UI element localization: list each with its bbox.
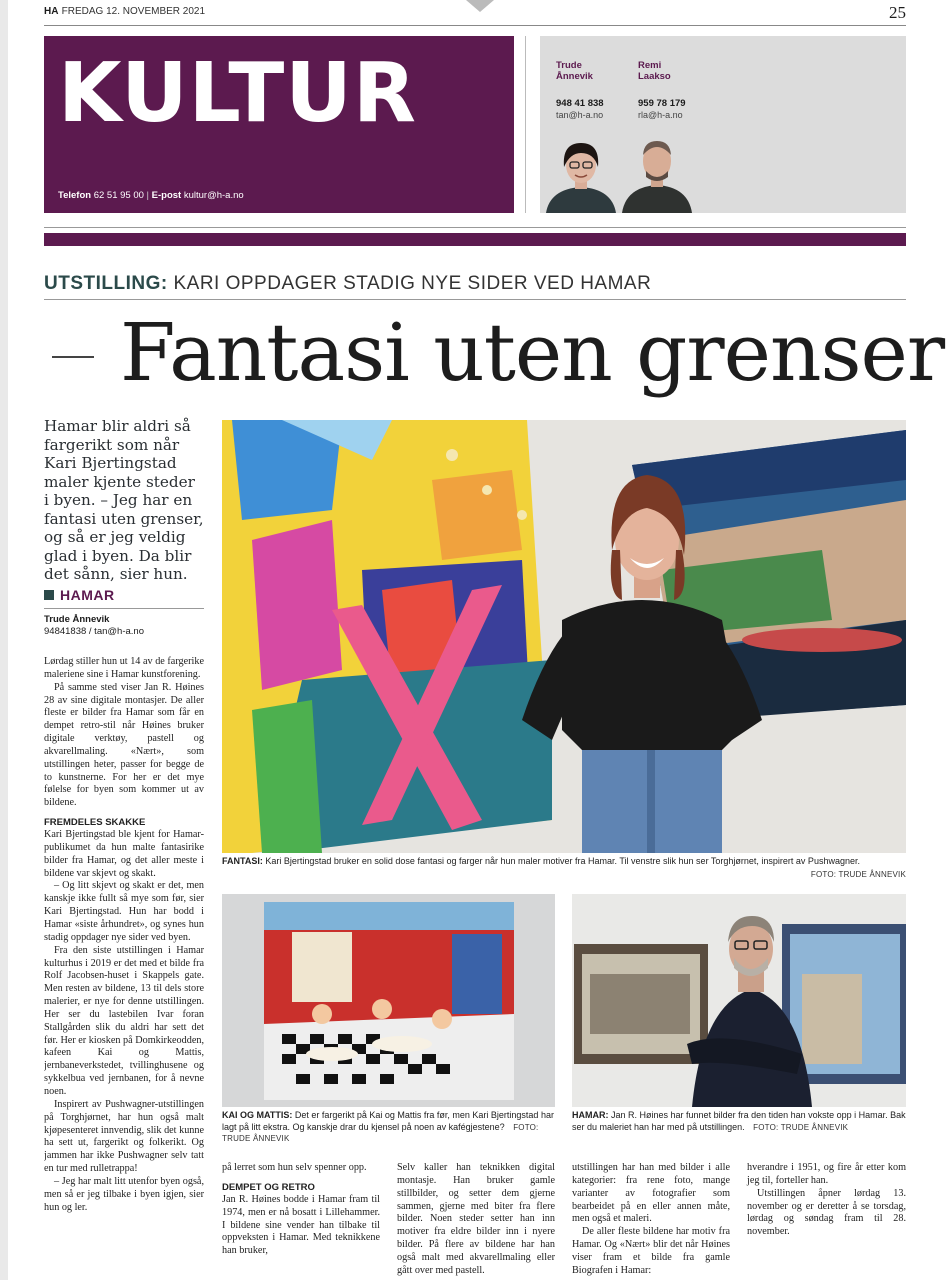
caption-label: HAMAR: bbox=[572, 1110, 609, 1120]
page-edge bbox=[0, 0, 8, 1280]
caption-text: Det er fargerikt på Kai og Mattis fra før, men Kari Bjertingstad har lagt på litt ekstra. Og kanskje drar du kjensel på noen av kafégjestene? bbox=[222, 1110, 554, 1132]
photo-caption bbox=[572, 1110, 906, 1133]
artist-with-prints-image bbox=[572, 894, 906, 1107]
subheading: DEMPET OG RETRO bbox=[222, 1181, 315, 1193]
editor-portrait bbox=[546, 131, 616, 213]
article-column bbox=[222, 1162, 380, 1258]
photo-caption bbox=[222, 856, 906, 868]
main-photo bbox=[222, 420, 906, 853]
phone-label: Telefon bbox=[58, 190, 92, 201]
page-number: 25 bbox=[889, 3, 906, 22]
publication-name: HA bbox=[44, 6, 59, 17]
kicker-text: KARI OPPDAGER STADIG NYE SIDER VED HAMAR bbox=[173, 273, 652, 294]
caption-label: FANTASI: bbox=[222, 856, 263, 866]
hoines-photo bbox=[572, 894, 906, 1107]
photo-credit: FOTO: TRUDE ÅNNEVIK bbox=[222, 1122, 539, 1144]
painting-artist-image bbox=[222, 420, 906, 853]
kicker-label: UTSTILLING: bbox=[44, 273, 168, 294]
article-ingress: Hamar blir aldri så fargerikt som når Kari Bjertingstad maler kjente steder i byen. – Jeg har en fantasi uten grenser, og så er jeg veldig glad i byen. Da blir det sånn, sier hun. bbox=[44, 417, 204, 584]
phone-number: 62 51 95 00 bbox=[93, 190, 144, 201]
editor-last-name: Ånnevik bbox=[556, 70, 593, 82]
paragraph: utstillingen har han med bilder i alle kategorier: fra rene foto, mange varianter av fotografier som bearbeidet på en eller annen måte, men også et maleri. bbox=[572, 1162, 730, 1225]
email-address: kultur@h-a.no bbox=[183, 190, 244, 201]
caption-label: KAI OG MATTIS: bbox=[222, 1110, 293, 1120]
paragraph: – Og litt skjevt og skakt er det, men kanskje ikke fullt så mye som før, sier Kari Bjertingstad. Hun har bodd i Hamar «siste århundret», og synes hun stadig oppdager nye sider ved byen. bbox=[44, 880, 204, 943]
byline-contact: 94841838 / tan@h-a.no bbox=[44, 625, 144, 637]
section-contact: Telefon 62 51 95 00 | E-post kultur@h-a.no bbox=[58, 190, 244, 201]
editor-email: rla@h-a.no bbox=[638, 109, 683, 120]
paragraph: Utstillingen åpner lørdag 13. november og er deretter å se torsdag, lørdag og søndag fram til 28. november. bbox=[747, 1187, 906, 1238]
editors-panel bbox=[540, 36, 906, 213]
photo-credit: FOTO: TRUDE ÅNNEVIK bbox=[810, 870, 906, 879]
caption-text: Jan R. Høines har funnet bilder fra den tiden han vokste opp i Hamar. Bak ser du maleriet han har med på utstillingen. bbox=[572, 1110, 906, 1132]
editor-phone: 948 41 838 bbox=[556, 97, 604, 109]
headline: Fantasi uten grenser bbox=[120, 306, 945, 399]
section-bar bbox=[44, 233, 906, 246]
article-column bbox=[747, 1162, 906, 1239]
editor-first-name: Remi bbox=[638, 60, 662, 71]
photo-credit: FOTO: TRUDE ÅNNEVIK bbox=[753, 1122, 849, 1132]
paragraph: Fra den siste utstillingen i Hamar kulturhus i 2019 er det med et bilde fra Rolf Jacobsen-huset i Skappels gate. Men resten av bildene, 13 til dels store malerier, er nye for denne utstillingen. Her ser du lastebilen Ivar foran Stallgården slik du aldri har sett det før. Her er kiosken på Domkirkeodden, kafeen Kai og Mattis, jernbaneverkstedet, tvillinghusene og sykkelbua ved jernbanen, for å nevne noen. bbox=[44, 944, 204, 1097]
editor-first-name: Trude bbox=[556, 60, 582, 71]
paragraph: Lørdag stiller hun ut 14 av de fargerike maleriene sine i Hamar kunstforening. bbox=[44, 656, 204, 680]
headline-dash bbox=[52, 356, 94, 358]
editor-phone: 959 78 179 bbox=[638, 97, 686, 109]
paragraph: Kari Bjertingstad ble kjent for Hamar-publikumet da hun malte fantasirike bilder fra Hamar, og det aller meste i bildene var skjevt og skakt. bbox=[44, 829, 204, 879]
editor-portrait bbox=[622, 131, 692, 213]
editor-card bbox=[638, 61, 686, 120]
paragraph: Inspirert av Pushwagner-utstillingen på Torghjørnet, har hun også malt kjøpesenteret innvendig, slik det kunne ha sett ut, fargerikt og folkerikt. Og jammen har ikke Pushwagner selv tatt en tur med rulletrappa! bbox=[44, 1098, 204, 1175]
editor-card bbox=[556, 61, 604, 120]
article-kicker bbox=[44, 273, 651, 295]
email-label: E-post bbox=[151, 190, 182, 201]
paragraph: Jan R. Høines bodde i Hamar fram til 1974, men er nå bosatt i Lillehammer. I bildene sine vender han tilbake til oppveksten i Hamar. Med teknikkene han bruker, bbox=[222, 1193, 380, 1257]
subheading: FREMDELES SKAKKE bbox=[44, 817, 146, 829]
banner-divider bbox=[525, 36, 526, 213]
square-icon bbox=[44, 590, 54, 600]
divider bbox=[44, 227, 906, 228]
section-title: KULTUR bbox=[58, 46, 418, 141]
byline bbox=[44, 614, 144, 638]
article-column bbox=[44, 656, 204, 1280]
paragraph: på lerret som hun selv spenner opp. bbox=[222, 1162, 367, 1173]
paragraph: Selv kaller han teknikken digital montasje. Han bruker gamle stillbilder, og setter dem gjerne sammen, gjerne med biter fra flere bilder. Noen steder setter han inn motiver fra eldre bilder inn i nyere bilder. På flere av bildene har han også malt med akvarellmaling eller gått over med pastell. bbox=[397, 1162, 555, 1276]
article-column bbox=[397, 1162, 555, 1278]
editor-email: tan@h-a.no bbox=[556, 109, 604, 120]
paragraph: – Jeg har malt litt utenfor byen også, men så er jeg tilbake i byen igjen, sier hun og ler. bbox=[44, 1175, 204, 1213]
editor-last-name: Laakso bbox=[638, 70, 671, 82]
paragraph: På samme sted viser Jan R. Høines 28 av sine digitale montasjer. De aller fleste er bilder fra Hamar som får en dempet retro-stil når Høines bruker digitale verktøy, pastell og akvarellmaling. «Nært», som utstillingen heter, passer for begge de to kunstnerne. For her er det mye følelse for byen som kommer ut av bildene. bbox=[44, 681, 204, 809]
section-banner bbox=[44, 36, 514, 213]
caption-text: Kari Bjertingstad bruker en solid dose fantasi og farger når hun maler motiver fra Hamar. Til venstre slik hun ser Torghjørnet, inspirert av Pushwagner. bbox=[265, 856, 860, 866]
publication-date: FREDAG 12. NOVEMBER 2021 bbox=[61, 6, 206, 17]
paragraph: De aller fleste bildene har motiv fra Hamar. Og «Nært» blir det når Høines viser fram et bilde fra gamle Biografen i Hamar: bbox=[572, 1226, 730, 1276]
byline-name: Trude Ånnevik bbox=[44, 614, 110, 625]
location-tag bbox=[44, 587, 115, 603]
article-column bbox=[572, 1162, 730, 1278]
divider bbox=[44, 608, 204, 609]
paragraph: hverandre i 1951, og fire år etter kom jeg til, forteller han. bbox=[747, 1162, 906, 1186]
kai-og-mattis-photo bbox=[222, 894, 555, 1107]
location-label: HAMAR bbox=[60, 587, 115, 603]
page-header bbox=[44, 3, 906, 26]
cafe-painting-image bbox=[222, 894, 555, 1107]
divider bbox=[44, 299, 906, 300]
photo-caption bbox=[222, 1110, 555, 1145]
